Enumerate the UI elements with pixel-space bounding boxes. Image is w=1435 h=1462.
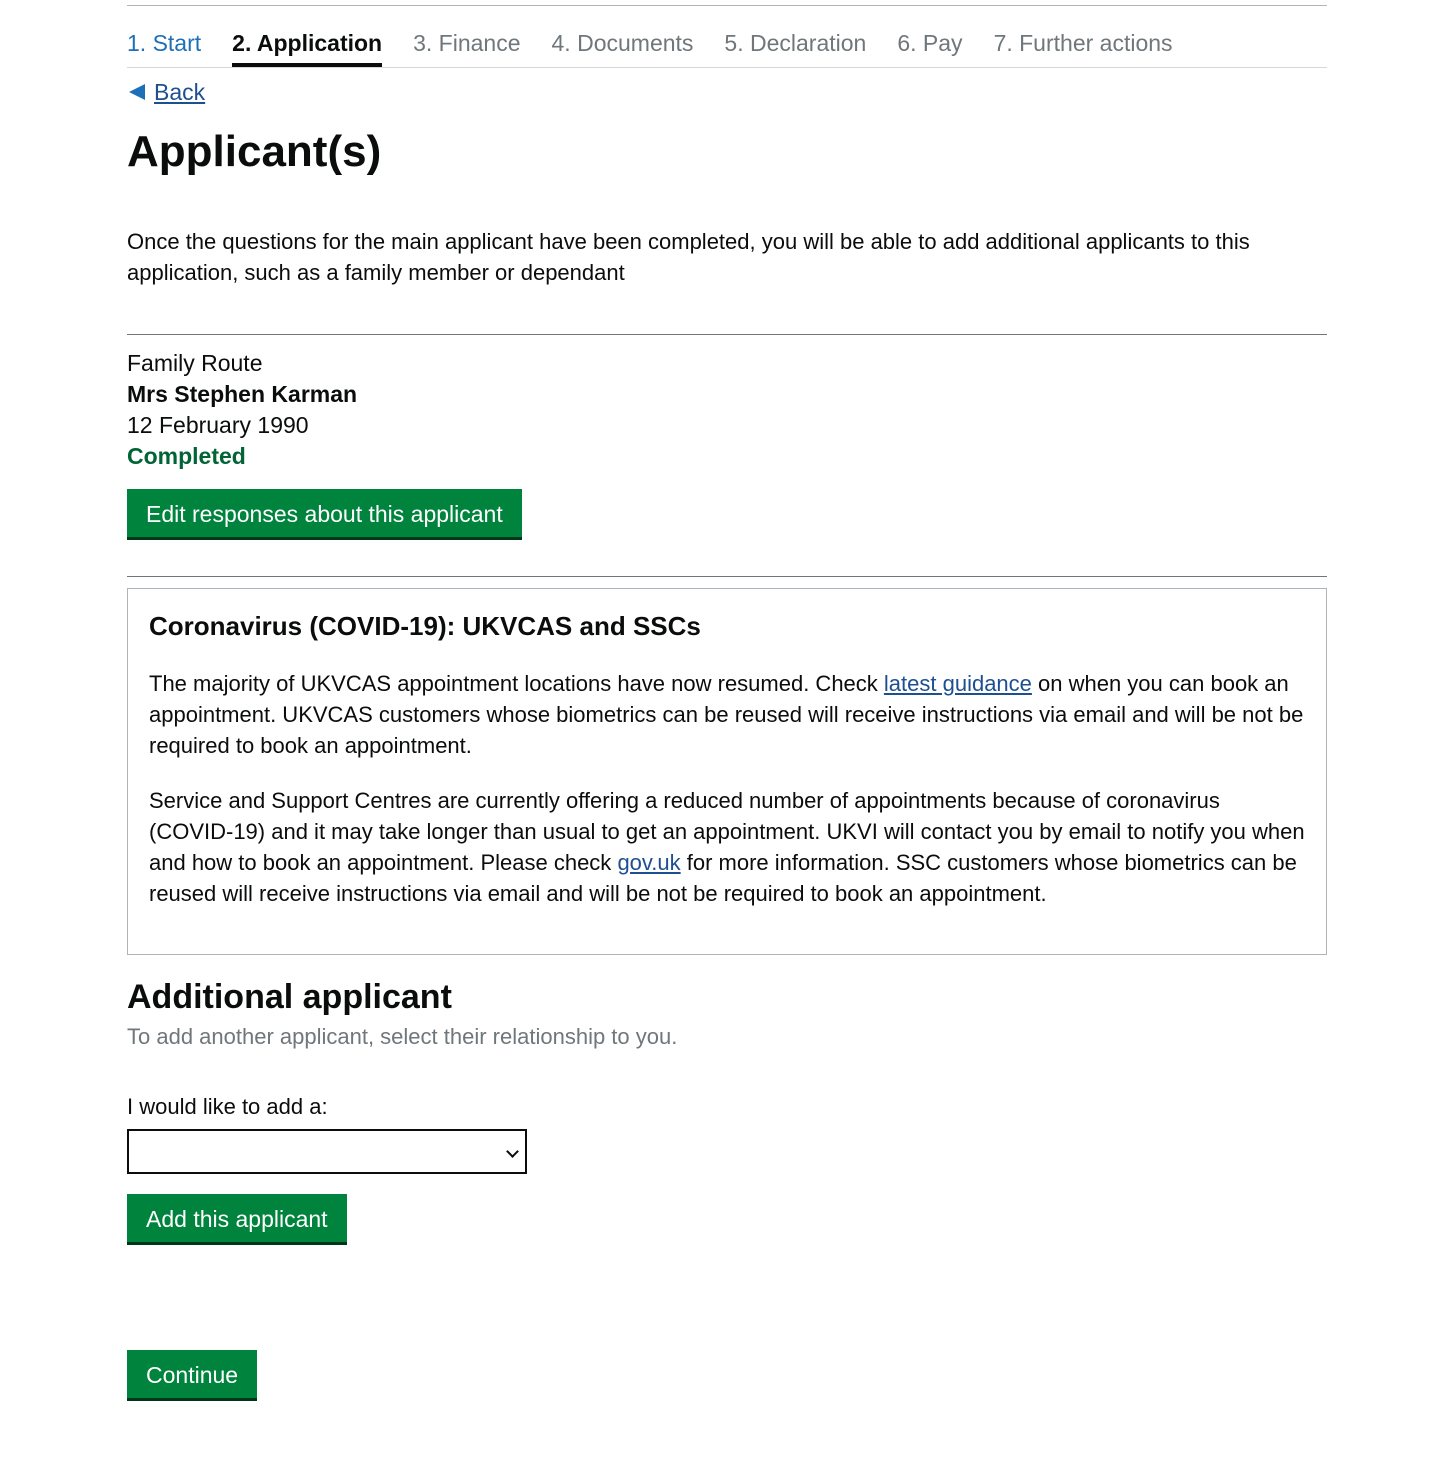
notice-paragraph-ssc	[149, 785, 1309, 909]
applicant-name: Mrs Stephen Karman	[127, 381, 358, 407]
applicant-summary	[127, 348, 357, 472]
step-application: 2. Application	[232, 27, 382, 67]
edit-applicant-button[interactable]: Edit responses about this applicant	[127, 489, 522, 537]
notice-text: for more information. SSC customers whose biometrics can be reused will receive instructions via email and will be not be required to book an appointment.	[149, 850, 1297, 906]
step-navigation	[127, 27, 1204, 67]
step-documents: 4. Documents	[551, 30, 694, 56]
step-start[interactable]: 1. Start	[127, 30, 202, 56]
step-declaration: 5. Declaration	[724, 30, 867, 56]
notice-text: on when you can book an appointment. UKVCAS customers whose biometrics can be reused will receive instructions via email and will be not be required to book an appointment.	[149, 671, 1304, 758]
step-pay: 6. Pay	[897, 30, 963, 56]
gov-uk-link[interactable]: gov.uk	[617, 850, 681, 875]
relationship-select-label: I would like to add a:	[127, 1094, 328, 1119]
covid-notice-panel	[127, 588, 1327, 955]
notice-paragraph-ukvcas	[149, 668, 1309, 761]
step-finance: 3. Finance	[413, 30, 521, 56]
additional-applicant-heading: Additional applicant	[127, 978, 452, 1016]
back-link-label[interactable]: Back	[154, 79, 206, 105]
applicant-dob: 12 February 1990	[127, 412, 309, 438]
section-divider	[127, 576, 1327, 577]
step-nav-top-border	[127, 5, 1327, 6]
intro-text: Once the questions for the main applicant have been completed, you will be able to add additional applicants to this application, such as a family member or dependant	[127, 229, 1250, 285]
applicant-status: Completed	[127, 443, 246, 469]
section-divider	[127, 334, 1327, 335]
chevron-down-icon	[506, 1145, 519, 1158]
continue-button[interactable]: Continue	[127, 1350, 257, 1398]
additional-applicant-hint: To add another applicant, select their relationship to you.	[127, 1024, 678, 1049]
step-nav-bottom-border	[127, 67, 1327, 68]
add-applicant-button[interactable]: Add this applicant	[127, 1194, 347, 1242]
step-further-actions: 7. Further actions	[993, 30, 1173, 56]
back-link[interactable]	[127, 76, 205, 108]
notice-text: Service and Support Centres are currently offering a reduced number of appointments because of coronavirus (COVID-19) and it may take longer than usual to get an appointment. UKVI will contact you by email to notify you when and how to book an appointment. Please check	[149, 788, 1305, 875]
relationship-select[interactable]	[127, 1129, 527, 1174]
notice-text: The majority of UKVCAS appointment locations have now resumed. Check	[149, 671, 884, 696]
latest-guidance-link[interactable]: latest guidance	[883, 671, 1032, 696]
back-arrow-icon	[129, 84, 145, 100]
notice-heading: Coronavirus (COVID-19): UKVCAS and SSCs	[149, 611, 701, 641]
page-title: Applicant(s)	[127, 127, 382, 176]
applicant-route: Family Route	[127, 350, 263, 376]
